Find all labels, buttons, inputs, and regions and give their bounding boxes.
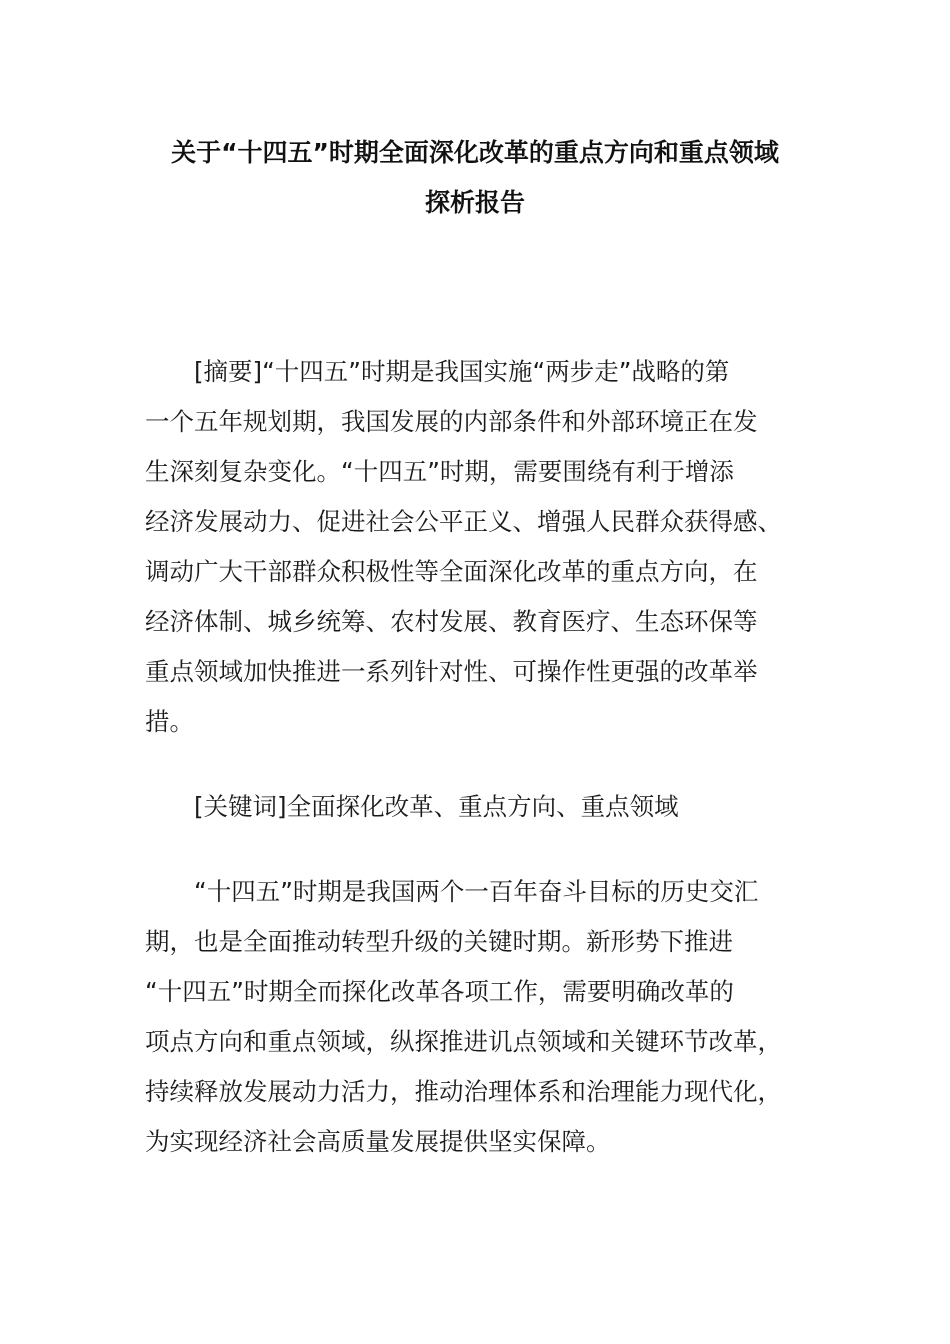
body-line: 项点方向和重点领域，纵探推进讥点领域和关键环节改革， [145,1027,782,1056]
body-line: “十四五”时期是我国两个一百年奋斗目标的历史交汇 [194,877,759,906]
keywords-line: [关键词]全面探化改革、重点方向、重点领域 [194,792,679,821]
abstract-line: 一个五年规划期，我国发展的内部条件和外部环境正在发 [145,407,758,436]
abstract-line: 调动广大干部群众积极性等全面深化改革的重点方向，在 [145,557,758,586]
abstract-line: 经济体制、城乡统筹、农村发展、教育医疗、生态环保等 [145,607,758,636]
title-line-1: 关于“十四五”时期全面深化改革的重点方向和重点领域 [171,138,779,167]
body-paragraph [145,867,810,1167]
abstract-line: 重点领域加快推进一系列针对性、可操作性更强的改革举 [145,657,758,686]
body-line: 持续释放发展动力活力，推动治理体系和治理能力现代化， [145,1077,782,1106]
body-line: 为实现经济社会高质量发展提供坚实保障。 [145,1127,611,1156]
abstract-line: 经济发展动力、促进社会公平正义、增强人民群众获得感、 [145,507,782,536]
abstract-paragraph [145,347,810,747]
body-line: 期，也是全面推动转型升级的关键时期。新形势下推进 [145,927,733,956]
body-line: “十四五”时期全而探化改革各项工作，需要明确改革的 [145,977,734,1006]
title-line-2: 探析报告 [424,188,525,217]
abstract-line: 措。 [145,707,194,736]
keywords-paragraph [145,782,810,832]
abstract-line: 生深刻复杂变化。“十四五”时期，需要围绕有利于增添 [145,457,734,486]
document-title [145,128,805,228]
abstract-line: [摘要]“十四五”时期是我国实施“两步走”战略的第 [194,357,730,386]
